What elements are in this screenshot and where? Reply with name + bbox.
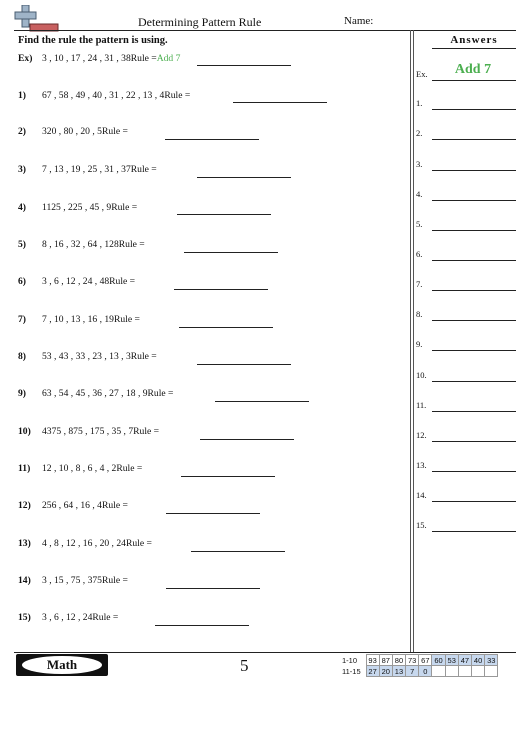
problem-sequence: 3 , 15 , 75 , 375 xyxy=(42,575,102,586)
score-table xyxy=(342,654,498,677)
score-cell: 33 xyxy=(485,655,498,666)
problem-sequence: 256 , 64 , 16 , 4 xyxy=(42,500,102,511)
column-divider xyxy=(413,30,414,652)
problem-sequence: 320 , 80 , 20 , 5 xyxy=(42,126,102,137)
subject-badge xyxy=(16,654,108,676)
example-answer-line xyxy=(197,65,291,66)
subject-label: Math xyxy=(22,656,102,674)
answer-line[interactable] xyxy=(432,230,516,231)
example-sequence: 3 , 10 , 17 , 24 , 31 , 38 xyxy=(42,53,131,64)
score-cell: 47 xyxy=(458,655,471,666)
example-problem xyxy=(18,53,408,69)
problem-sequence: 8 , 16 , 32 , 64 , 128 xyxy=(42,239,119,250)
answer-line[interactable] xyxy=(432,441,516,442)
rule-label: Rule = xyxy=(101,500,128,511)
problem-sequence: 67 , 58 , 49 , 40 , 31 , 22 , 13 , 4 xyxy=(42,90,165,101)
answers-title-rule xyxy=(432,48,516,49)
problem-number: 6) xyxy=(18,276,26,287)
answer-line[interactable] xyxy=(432,381,516,382)
problem-number: 12) xyxy=(18,500,31,511)
answer-number: 5. xyxy=(416,219,423,229)
score-cell: 87 xyxy=(379,655,392,666)
problem-number: 8) xyxy=(18,351,26,362)
column-divider xyxy=(410,30,411,652)
problem-number: 2) xyxy=(18,126,26,137)
problem-number: 13) xyxy=(18,538,31,549)
problem-row xyxy=(18,90,408,106)
score-cell: 0 xyxy=(419,666,432,677)
rule-answer-line[interactable] xyxy=(179,327,273,328)
rule-answer-line[interactable] xyxy=(174,289,268,290)
rule-answer-line[interactable] xyxy=(155,625,249,626)
rule-answer-line[interactable] xyxy=(191,551,285,552)
rule-answer-line[interactable] xyxy=(200,439,294,440)
problem-sequence: 63 , 54 , 45 , 36 , 27 , 18 , 9 xyxy=(42,388,148,399)
problem-sequence: 4 , 8 , 12 , 16 , 20 , 24 xyxy=(42,538,126,549)
page-number: 5 xyxy=(240,656,249,675)
answer-line[interactable] xyxy=(432,471,516,472)
score-row xyxy=(342,655,498,666)
score-cell: 93 xyxy=(366,655,379,666)
answer-line[interactable] xyxy=(432,290,516,291)
answers-title: Answers xyxy=(450,34,498,46)
rule-label: Rule = xyxy=(133,426,160,437)
example-rule-label: Rule = xyxy=(130,53,157,64)
example-answer: Add 7 xyxy=(156,53,181,64)
score-cell: 13 xyxy=(392,666,405,677)
answer-line[interactable] xyxy=(432,139,516,140)
instruction-text: Find the rule the pattern is using. xyxy=(18,35,168,46)
answer-line[interactable] xyxy=(432,320,516,321)
score-cell: 67 xyxy=(419,655,432,666)
problem-number: 10) xyxy=(18,426,31,437)
rule-label: Rule = xyxy=(111,202,138,213)
problem-number: 9) xyxy=(18,388,26,399)
problem-sequence: 3 , 6 , 12 , 24 xyxy=(42,612,93,623)
answer-number: 8. xyxy=(416,309,423,319)
score-cell xyxy=(485,666,498,677)
answer-number: 14. xyxy=(416,490,427,500)
problem-sequence: 53 , 43 , 33 , 23 , 13 , 3 xyxy=(42,351,131,362)
rule-label: Rule = xyxy=(113,314,140,325)
problem-sequence: 7 , 13 , 19 , 25 , 31 , 37 xyxy=(42,164,131,175)
answer-line[interactable] xyxy=(432,501,516,502)
rule-label: Rule = xyxy=(116,463,143,474)
answer-example-value: Add 7 xyxy=(454,62,492,77)
answer-line[interactable] xyxy=(432,109,516,110)
problem-number: 5) xyxy=(18,239,26,250)
answer-number: 13. xyxy=(416,460,427,470)
rule-answer-line[interactable] xyxy=(197,177,291,178)
rule-answer-line[interactable] xyxy=(181,476,275,477)
answer-number: 11. xyxy=(416,400,427,410)
rule-answer-line[interactable] xyxy=(215,401,309,402)
answer-number: 7. xyxy=(416,279,423,289)
score-cell: 27 xyxy=(366,666,379,677)
rule-answer-line[interactable] xyxy=(165,139,259,140)
problem-number: 4) xyxy=(18,202,26,213)
score-cell xyxy=(458,666,471,677)
rule-label: Rule = xyxy=(130,351,157,362)
problem-row xyxy=(18,202,408,218)
rule-label: Rule = xyxy=(164,90,191,101)
rule-answer-line[interactable] xyxy=(177,214,271,215)
problem-number: 3) xyxy=(18,164,26,175)
score-cell xyxy=(445,666,458,677)
rule-answer-line[interactable] xyxy=(184,252,278,253)
score-cell xyxy=(432,666,445,677)
answer-line[interactable] xyxy=(432,350,516,351)
score-cell: 73 xyxy=(406,655,419,666)
rule-answer-line[interactable] xyxy=(166,513,260,514)
answer-line[interactable] xyxy=(432,260,516,261)
answer-number: 9. xyxy=(416,339,423,349)
problem-row xyxy=(18,388,408,404)
rule-label: Rule = xyxy=(92,612,119,623)
score-cell: 80 xyxy=(392,655,405,666)
answer-number: 3. xyxy=(416,159,423,169)
score-cell: 53 xyxy=(445,655,458,666)
problem-sequence: 4375 , 875 , 175 , 35 , 7 xyxy=(42,426,134,437)
score-cell: 40 xyxy=(472,655,485,666)
problem-sequence: 12 , 10 , 8 , 6 , 4 , 2 xyxy=(42,463,117,474)
score-range: 1-10 xyxy=(342,655,358,665)
page-title: Determining Pattern Rule xyxy=(138,15,262,29)
rule-label: Rule = xyxy=(101,575,128,586)
example-label: Ex) xyxy=(18,53,33,64)
answer-number: 1. xyxy=(416,98,423,108)
rule-answer-line[interactable] xyxy=(197,364,291,365)
answer-line[interactable] xyxy=(432,200,516,201)
answer-line[interactable] xyxy=(432,170,516,171)
answer-number: 15. xyxy=(416,520,427,530)
answer-line[interactable] xyxy=(432,411,516,412)
answer-example-label: Ex. xyxy=(416,69,428,79)
rule-label: Rule = xyxy=(147,388,174,399)
problem-sequence: 1125 , 225 , 45 , 9 xyxy=(42,202,112,213)
problem-number: 11) xyxy=(18,463,31,474)
rule-label: Rule = xyxy=(109,276,136,287)
score-cell: 7 xyxy=(406,666,419,677)
rule-answer-line[interactable] xyxy=(166,588,260,589)
answer-number: 6. xyxy=(416,249,423,259)
problem-number: 1) xyxy=(18,90,26,101)
rule-answer-line[interactable] xyxy=(233,102,327,103)
rule-label: Rule = xyxy=(118,239,145,250)
score-cell: 20 xyxy=(379,666,392,677)
score-row xyxy=(342,666,498,677)
answer-number: 10. xyxy=(416,370,427,380)
problem-number: 14) xyxy=(18,575,31,586)
score-cell: 60 xyxy=(432,655,445,666)
rule-label: Rule = xyxy=(130,164,157,175)
problem-sequence: 7 , 10 , 13 , 16 , 19 xyxy=(42,314,114,325)
problem-number: 15) xyxy=(18,612,31,623)
answer-line[interactable] xyxy=(432,531,516,532)
rule-label: Rule = xyxy=(125,538,152,549)
score-cell xyxy=(472,666,485,677)
name-label: Name: xyxy=(344,15,374,27)
header-rule xyxy=(14,30,516,31)
answer-number: 2. xyxy=(416,128,423,138)
score-range: 11-15 xyxy=(342,666,361,676)
footer-rule xyxy=(14,652,516,653)
problem-sequence: 3 , 6 , 12 , 24 , 48 xyxy=(42,276,110,287)
rule-label: Rule = xyxy=(101,126,128,137)
problem-number: 7) xyxy=(18,314,26,325)
answer-number: 12. xyxy=(416,430,427,440)
answer-number: 4. xyxy=(416,189,423,199)
plus-minus-logo-icon xyxy=(14,5,60,33)
